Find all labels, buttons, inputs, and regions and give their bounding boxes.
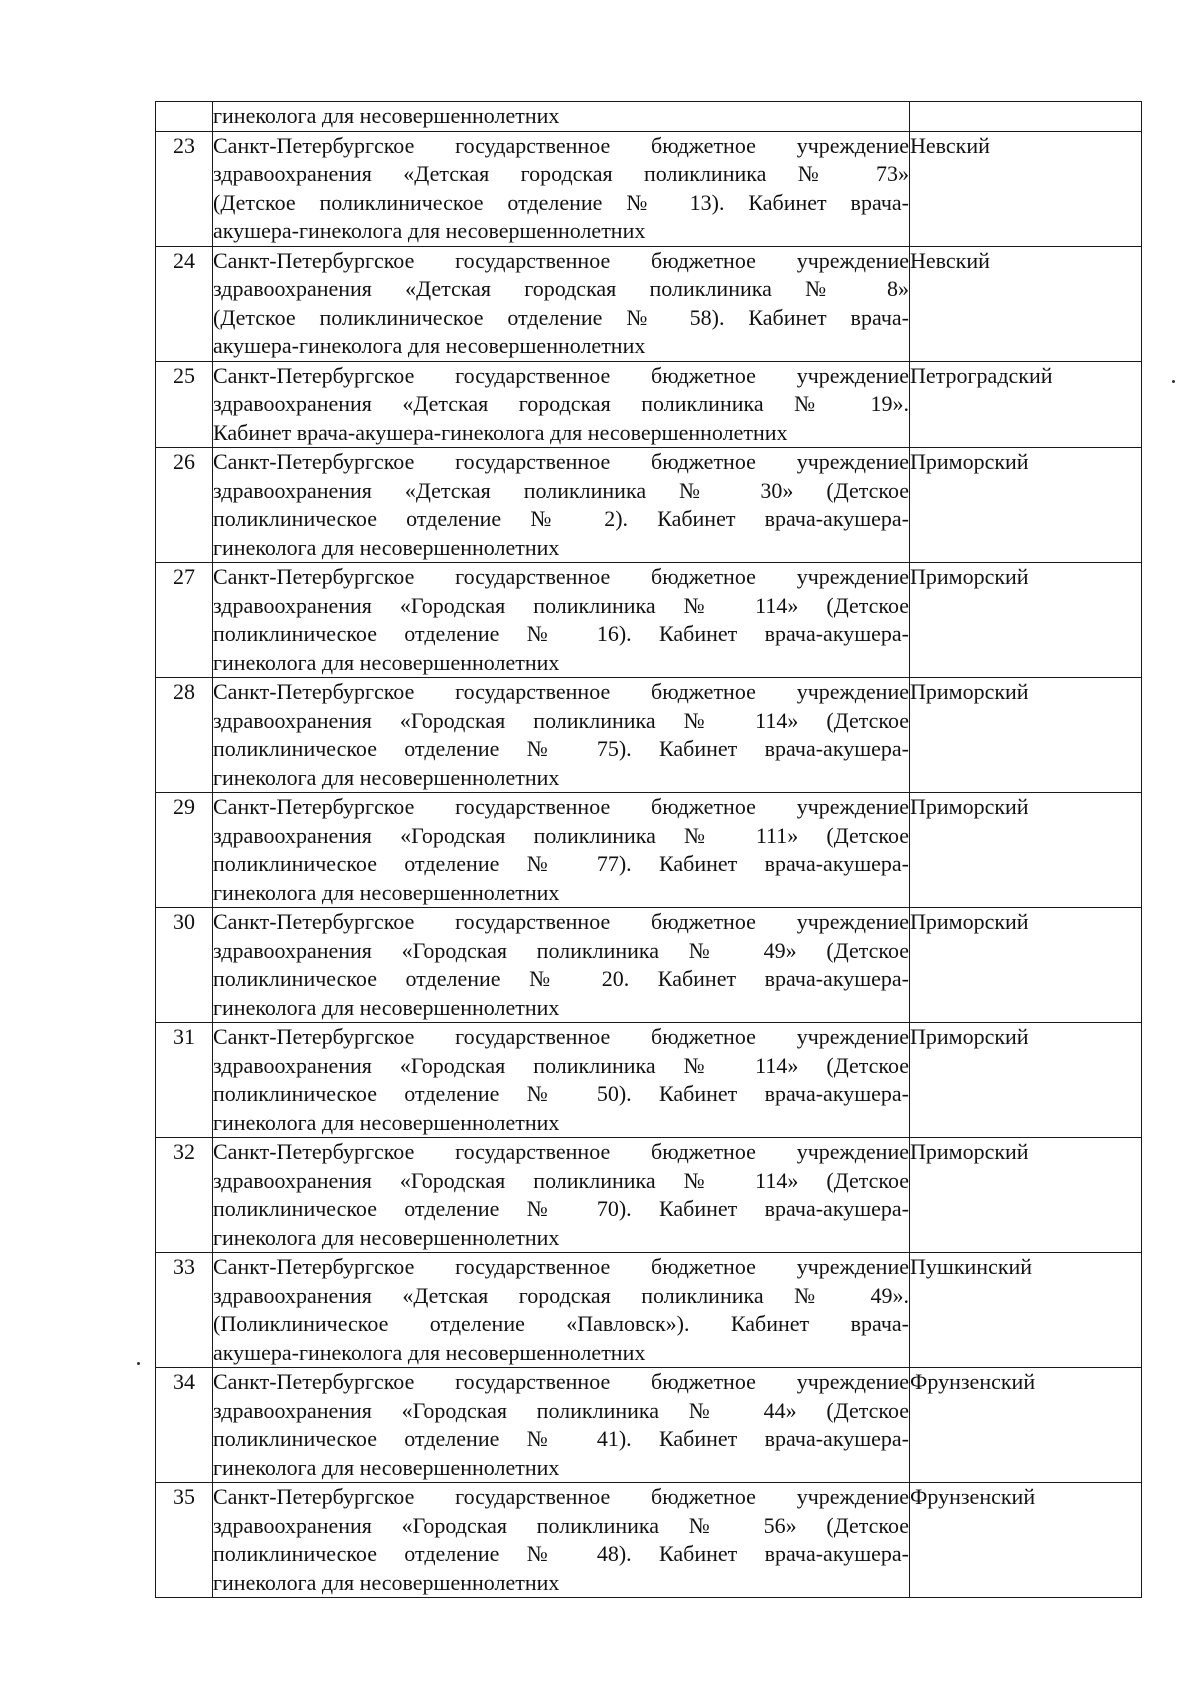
description-line: Санкт-Петербургское государственное бюджетное учреждение <box>213 794 909 819</box>
row-number <box>156 102 213 132</box>
table-row <box>156 1483 1142 1598</box>
district-name: Невский <box>910 246 1142 361</box>
description-line: гинеколога для несовершеннолетних <box>213 1224 560 1250</box>
row-number: 23 <box>156 131 213 246</box>
description-line: Санкт-Петербургское государственное бюджетное учреждение <box>213 1139 909 1164</box>
district-name: Приморский <box>910 448 1142 563</box>
description-line: поликлиническое отделение № 70). Кабинет врача-акушера- <box>213 1196 909 1221</box>
row-number: 34 <box>156 1368 213 1483</box>
row-number: 25 <box>156 361 213 448</box>
description-line: поликлиническое отделение № 75). Кабинет врача-акушера- <box>213 736 909 761</box>
description-line: здравоохранения «Городская поликлиника № 111» (Детское <box>213 822 909 848</box>
district-name: Невский <box>910 131 1142 246</box>
institution-description <box>213 131 910 246</box>
table-row <box>156 1368 1142 1483</box>
description-line: (Детское поликлиническое отделение № 58). Кабинет врача- <box>213 304 909 330</box>
district-name: Приморский <box>910 1023 1142 1138</box>
institution-description <box>213 361 910 448</box>
description-line: акушера-гинеколога для несовершеннолетних <box>213 218 646 243</box>
institution-description <box>213 678 910 793</box>
row-number: 30 <box>156 908 213 1023</box>
row-number: 28 <box>156 678 213 793</box>
district-name: Пушкинский <box>910 1253 1142 1368</box>
description-line: (Детское поликлиническое отделение № 13). Кабинет врача- <box>213 189 909 215</box>
description-line: поликлиническое отделение № 50). Кабинет врача-акушера- <box>213 1081 909 1106</box>
institution-description <box>213 1483 910 1598</box>
description-line: здравоохранения «Детская городская поликлиника № 73» <box>213 161 909 186</box>
institution-description <box>213 448 910 563</box>
description-line: гинеколога для несовершеннолетних <box>213 103 560 128</box>
description-line: поликлиническое отделение № 77). Кабинет врача-акушера- <box>213 851 909 876</box>
district-name: Петроградский <box>910 361 1142 448</box>
institution-description <box>213 1138 910 1253</box>
row-number: 35 <box>156 1483 213 1598</box>
scan-speck <box>137 1362 140 1365</box>
institution-description <box>213 246 910 361</box>
district-name: Приморский <box>910 1138 1142 1253</box>
institution-description <box>213 563 910 678</box>
district-name: Приморский <box>910 563 1142 678</box>
description-line: здравоохранения «Городская поликлиника № 49» (Детское <box>213 937 909 963</box>
description-line: Санкт-Петербургское государственное бюджетное учреждение <box>213 1254 909 1279</box>
description-line: Санкт-Петербургское государственное бюджетное учреждение <box>213 449 909 474</box>
description-line: здравоохранения «Городская поликлиника № 56» (Детское <box>213 1512 909 1538</box>
table-row <box>156 793 1142 908</box>
district-name: Приморский <box>910 908 1142 1023</box>
description-line: гинеколога для несовершеннолетних <box>213 994 560 1020</box>
description-line: (Поликлиническое отделение «Павловск»). Кабинет врача- <box>213 1311 909 1336</box>
district-name: Фрунзенский <box>910 1483 1142 1598</box>
description-line: гинеколога для несовершеннолетних <box>213 764 560 790</box>
row-number: 31 <box>156 1023 213 1138</box>
table-row <box>156 448 1142 563</box>
table-row <box>156 1138 1142 1253</box>
row-number: 24 <box>156 246 213 361</box>
row-number: 32 <box>156 1138 213 1253</box>
description-line: Кабинет врача-акушера-гинеколога для несовершеннолетних <box>213 419 788 445</box>
document-sheet <box>155 101 1142 1598</box>
table-row <box>156 1023 1142 1138</box>
table-row <box>156 102 1142 132</box>
description-line: Санкт-Петербургское государственное бюджетное учреждение <box>213 1024 909 1049</box>
description-line: Санкт-Петербургское государственное бюджетное учреждение <box>213 1369 909 1394</box>
table-row <box>156 563 1142 678</box>
institution-description <box>213 1368 910 1483</box>
description-line: здравоохранения «Детская поликлиника № 30» (Детское <box>213 477 909 503</box>
description-line: акушера-гинеколога для несовершеннолетних <box>213 1339 646 1365</box>
institution-description <box>213 793 910 908</box>
scan-speck <box>1172 380 1175 383</box>
description-line: гинеколога для несовершеннолетних <box>213 649 560 675</box>
description-line: Санкт-Петербургское государственное бюджетное учреждение <box>213 247 909 273</box>
institution-description <box>213 908 910 1023</box>
description-line: Санкт-Петербургское государственное бюджетное учреждение <box>213 909 909 934</box>
row-number: 33 <box>156 1253 213 1368</box>
table-row <box>156 246 1142 361</box>
description-line: Санкт-Петербургское государственное бюджетное учреждение <box>213 1484 909 1509</box>
row-number: 27 <box>156 563 213 678</box>
row-number: 29 <box>156 793 213 908</box>
clinics-table <box>155 101 1142 1598</box>
description-line: гинеколога для несовершеннолетних <box>213 1569 560 1595</box>
description-line: здравоохранения «Детская городская поликлиника № 49». <box>213 1282 909 1308</box>
district-name: Фрунзенский <box>910 1368 1142 1483</box>
description-line: поликлиническое отделение № 41). Кабинет врача-акушера- <box>213 1426 909 1451</box>
district-name: Приморский <box>910 793 1142 908</box>
description-line: здравоохранения «Детская городская поликлиника № 19». <box>213 391 909 416</box>
description-line: здравоохранения «Городская поликлиника № 114» (Детское <box>213 1167 909 1193</box>
description-line: Санкт-Петербургское государственное бюджетное учреждение <box>213 679 909 704</box>
row-number: 26 <box>156 448 213 563</box>
table-row <box>156 1253 1142 1368</box>
description-line: гинеколога для несовершеннолетних <box>213 534 560 560</box>
description-line: здравоохранения «Городская поликлиника № 114» (Детское <box>213 592 909 618</box>
description-line: поликлиническое отделение № 16). Кабинет врача-акушера- <box>213 621 909 646</box>
table-row <box>156 908 1142 1023</box>
description-line: Санкт-Петербургское государственное бюджетное учреждение <box>213 132 909 158</box>
table-row <box>156 361 1142 448</box>
description-line: акушера-гинеколога для несовершеннолетних <box>213 333 646 358</box>
clinics-table-body <box>156 102 1142 1598</box>
description-line: поликлиническое отделение № 48). Кабинет врача-акушера- <box>213 1541 909 1566</box>
institution-description <box>213 1023 910 1138</box>
table-row <box>156 678 1142 793</box>
description-line: поликлиническое отделение № 20. Кабинет врача-акушера- <box>213 966 909 991</box>
description-line: гинеколога для несовершеннолетних <box>213 1454 560 1480</box>
description-line: здравоохранения «Городская поликлиника № 44» (Детское <box>213 1397 909 1423</box>
description-line: Санкт-Петербургское государственное бюджетное учреждение <box>213 362 909 388</box>
description-line: поликлиническое отделение № 2). Кабинет врача-акушера- <box>213 506 909 531</box>
district-name <box>910 102 1142 132</box>
description-line: здравоохранения «Городская поликлиника № 114» (Детское <box>213 1052 909 1078</box>
institution-description <box>213 1253 910 1368</box>
description-line: гинеколога для несовершеннолетних <box>213 1109 560 1135</box>
institution-description <box>213 102 910 132</box>
table-row <box>156 131 1142 246</box>
description-line: здравоохранения «Городская поликлиника № 114» (Детское <box>213 707 909 733</box>
description-line: здравоохранения «Детская городская поликлиника № 8» <box>213 276 909 301</box>
description-line: гинеколога для несовершеннолетних <box>213 879 560 905</box>
district-name: Приморский <box>910 678 1142 793</box>
description-line: Санкт-Петербургское государственное бюджетное учреждение <box>213 564 909 589</box>
